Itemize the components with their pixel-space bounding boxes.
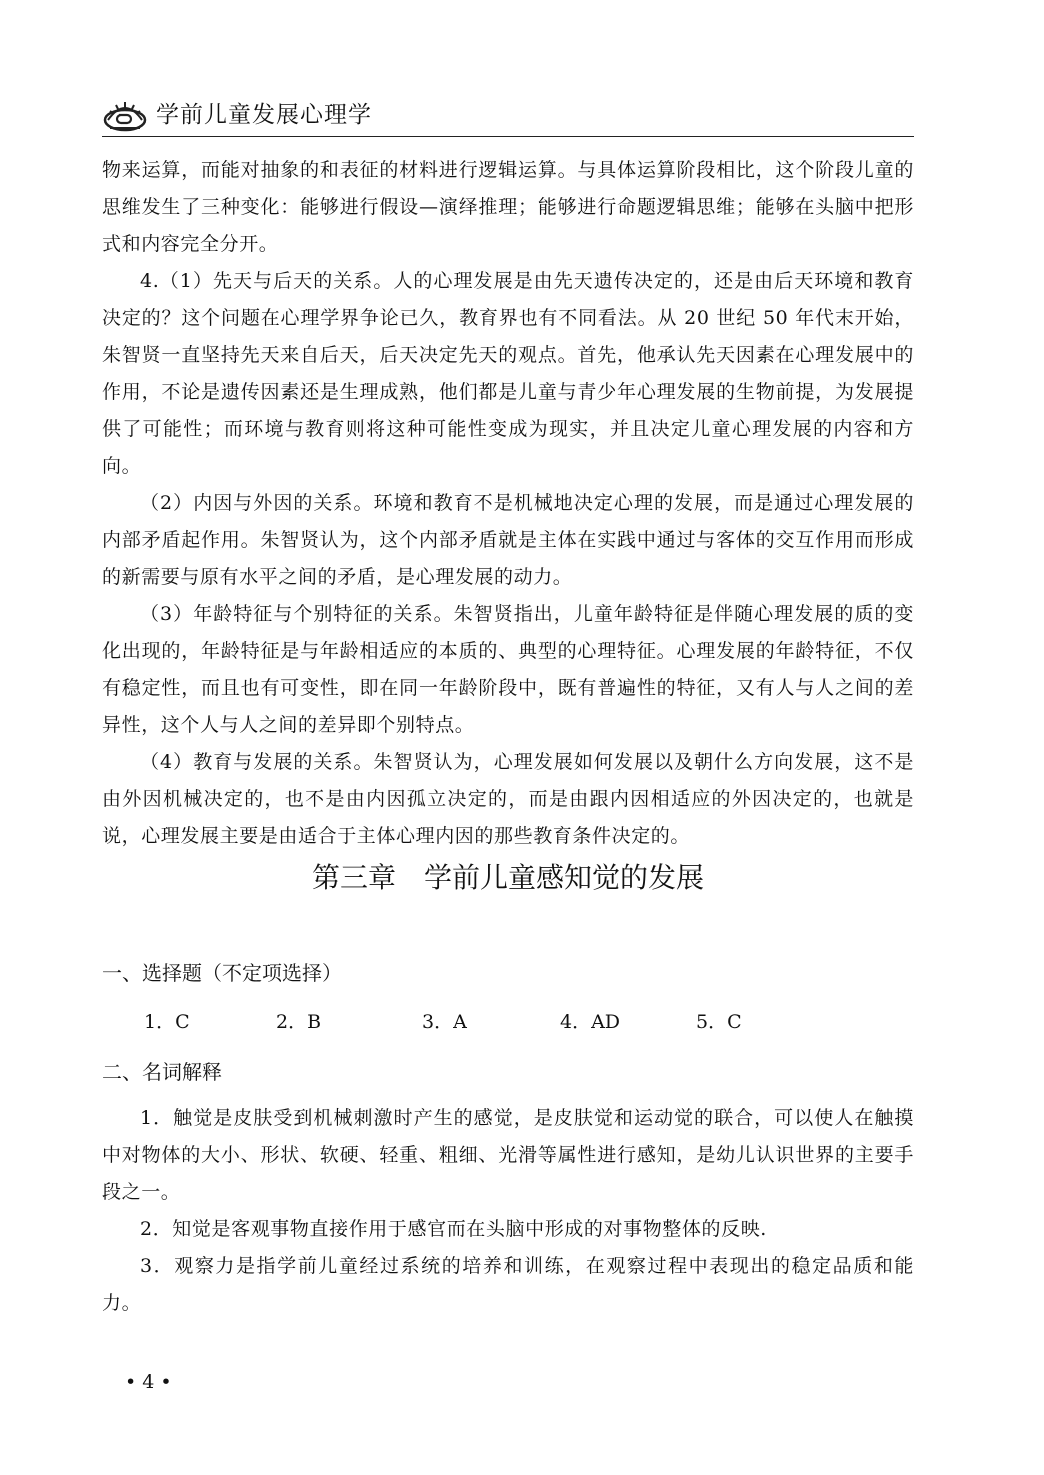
publisher-logo-icon xyxy=(102,98,148,132)
continuation-paragraph: 物来运算，而能对抽象的和表征的材料进行逻辑运算。与具体运算阶段相比，这个阶段儿童的思维发生了三种变化：能够进行假设—演绎推理；能够进行命题逻辑思维；能够在头脑中把形式和内容完全分开。 xyxy=(102,159,914,255)
term-item-2: 2．知觉是客观事物直接作用于感官而在头脑中形成的对事物整体的反映. xyxy=(140,1218,767,1240)
answer-4-paragraph-3: （3）年龄特征与个别特征的关系。朱智贤指出，儿童年龄特征是伴随心理发展的质的变化出现的，年龄特征是与年龄相适应的本质的、典型的心理特征。心理发展的年龄特征，不仅有稳定性，而且也有可变性，即在同一年龄阶段中，既有普遍性的特征，又有人与人之间的差异性，这个人与人之间的差异即个别特点。 xyxy=(102,603,914,736)
answer-4-paragraph-1: 4.（1）先天与后天的关系。人的心理发展是由先天遗传决定的，还是由后天环境和教育决定的？这个问题在心理学界争论已久，教育界也有不同看法。从 20 世纪 50 年代末开始，朱智贤一直坚持先天来自后天，后天决定先天的观点。首先，他承认先天因素在心理发展中的作用，不论是遗传因素还是生理成熟，他们都是儿童与青少年心理发展的生物前提，为发展提供了可能性；而环境与教育则将这种可能性变成为现实，并且决定儿童心理发展的内容和方向。 xyxy=(102,270,914,477)
term-item-3: 3．观察力是指学前儿童经过系统的培养和训练，在观察过程中表现出的稳定品质和能力。 xyxy=(102,1255,914,1314)
answer-item: 3．A xyxy=(422,1011,467,1033)
chapter-title xyxy=(102,858,914,898)
section-heading-choice: 一、选择题（不定项选择） xyxy=(102,961,342,985)
answer-4-block xyxy=(102,263,914,855)
section-heading-terms: 二、名词解释 xyxy=(102,1060,222,1084)
running-header xyxy=(102,96,914,137)
answer-item: 5．C xyxy=(696,1011,742,1033)
page-number: • 4 • xyxy=(125,1371,172,1393)
book-title: 学前儿童发展心理学 xyxy=(156,102,372,128)
continuation-text xyxy=(102,152,914,263)
chapter-name: 学前儿童感知觉的发展 xyxy=(424,861,705,894)
answer-item: 2．B xyxy=(276,1011,322,1033)
answer-4-paragraph-2: （2）内因与外因的关系。环境和教育不是机械地决定心理的发展，而是通过心理发展的内部矛盾起作用。朱智贤认为，这个内部矛盾就是主体在实践中通过与客体的交互作用而形成的新需要与原有水平之间的矛盾，是心理发展的动力。 xyxy=(102,492,914,588)
answer-4-paragraph-4: （4）教育与发展的关系。朱智贤认为，心理发展如何发展以及朝什么方向发展，这不是由外因机械决定的，也不是由内因孤立决定的，而是由跟内因相适应的外因决定的，也就是说，心理发展主要是由适合于主体心理内因的那些教育条件决定的。 xyxy=(102,751,914,847)
answer-item: 4．AD xyxy=(560,1011,621,1033)
answer-item: 1．C xyxy=(144,1011,190,1033)
term-item-1: 1．触觉是皮肤受到机械刺激时产生的感觉，是皮肤觉和运动觉的联合，可以使人在触摸中对物体的大小、形状、软硬、轻重、粗细、光滑等属性进行感知，是幼儿认识世界的主要手段之一。 xyxy=(102,1107,914,1203)
terms-block xyxy=(102,1100,914,1322)
chapter-number: 第三章 xyxy=(311,861,396,894)
